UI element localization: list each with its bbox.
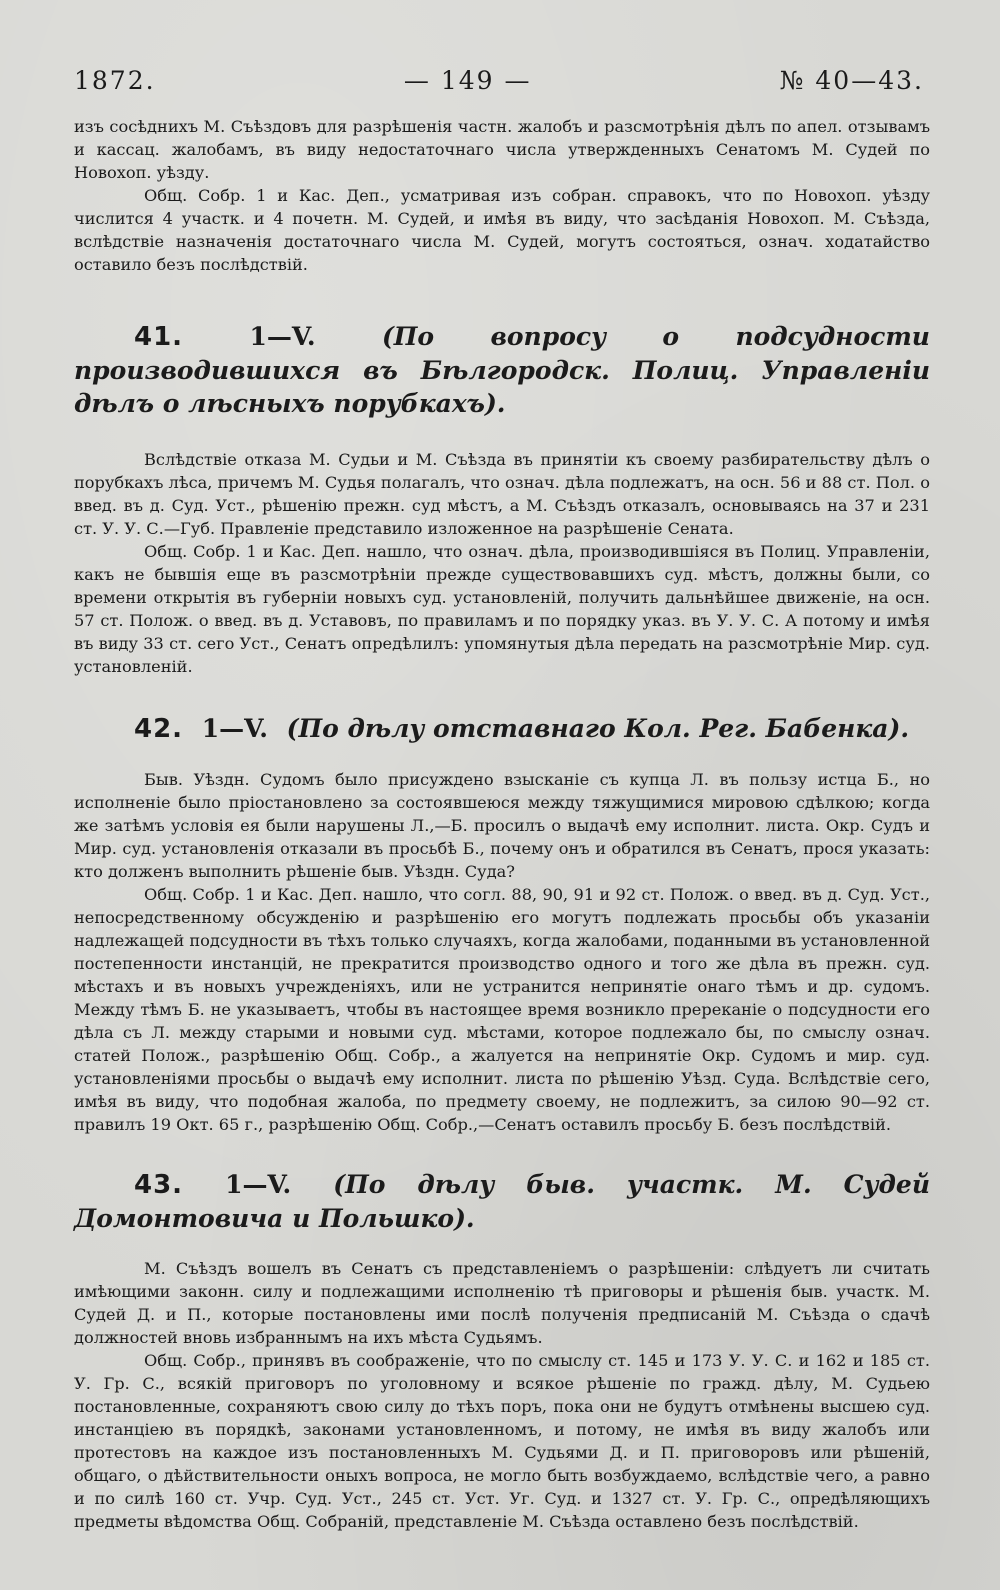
section-43-paragraph-2: Общ. Собр., принявъ въ соображеніе, что по смыслу ст. 145 и 173 У. У. С. и 162 и 185 ст. У. Гр. С., всякій приговоръ по уголовному и всякое рѣшеніе по гражд. дѣлу, М. Судьею постановленные, сохраняютъ свою силу до тѣхъ поръ, пока они не будутъ отмѣнены высшею суд. инстанціею въ порядкѣ, законами установленномъ, и потому, не имѣя въ виду жалобъ или протестовъ на каждое изъ постановленныхъ М. Судьями Д. и П. приговоровъ или рѣшеній, общаго, о дѣйствительности оныхъ вопроса, не могло быть возбуждаемо, вслѣдствіе чего, а равно и по силѣ 160 ст. Учр. Суд. Уст., 245 ст. Уст. Уг. Суд. и 1327 ст. У. Гр. С., опредѣляющихъ предметы вѣдомства Общ. Собраній, представленіе М. Съѣзда оставлено безъ послѣдствій. [74,1351,930,1531]
section-43-session: 1—V. [225,1170,292,1199]
section-42-paragraph-2: Общ. Собр. 1 и Кас. Деп. нашло, что согл. 88, 90, 91 и 92 ст. Полож. о введ. въ д. Суд. Уст., непосредственному обсужденію и разрѣшенію его могутъ подлежать просьбы объ указаніи надлежащей подсудности въ тѣхъ только случаяхъ, когда жалобами, поданными въ установленной постепенности инстанцій, не прекратится производство одного и того же дѣла въ прежн. суд. мѣстахъ и въ новыхъ учрежденіяхъ, или не устранится непринятіе онаго тѣмъ и др. судомъ. Между тѣмъ Б. не указываетъ, чтобы въ настоящее время возникло пререканіе о подсудности его дѣла съ Л. между старыми и новыми суд. мѣстами, которое подлежало бы, по смыслу означ. статей Полож., разрѣшенію Общ. Собр., а жалуется на непринятіе Окр. Судомъ и мир. суд. установленіями просьбы о выдачѣ ему исполнит. листа по рѣшенію Уѣзд. Суда. Вслѣдствіе сего, имѣя въ виду, что подобная жалоба, по предмету своему, не подлежитъ, за силою 90—92 ст. правилъ 19 Окт. 65 г., разрѣшенію Общ. Собр.,—Сенатъ оставилъ просьбу Б. безъ послѣдствій. [74,885,931,1134]
section-43-paragraph-1: М. Съѣздъ вошелъ въ Сенатъ съ представленіемъ о разрѣшеніи: слѣдуетъ ли считать имѣющими законн. силу и подлежащими исполненію тѣ приговоры и рѣшенія быв. участк. М. Судей Д. и П., которые постановлены ими послѣ полученія предписаній М. Съѣзда о сдачѣ должностей вновь избраннымъ на ихъ мѣста Судьямъ. [74,1259,930,1347]
section-43-number: 43. [134,1170,184,1200]
section-43-title: (По дѣлу быв. участк. М. Судей Домонтовича и Польшко). [74,1170,930,1233]
section-41-paragraph-1: Вслѣдствіе отказа М. Судьи и М. Съѣзда въ принятіи къ своему разбирательству дѣлъ о порубкахъ лѣса, причемъ М. Судья полагалъ, что означ. дѣла подлежатъ, на осн. 56 и 88 ст. Пол. о введ. въ д. Суд. Уст., рѣшенію прежн. суд мѣстъ, а М. Съѣздъ отказалъ, основываясь на 37 и 231 ст. У. У. С.—Губ. Правленіе представило изложенное на разрѣшеніе Сената. [74,450,930,538]
section-41-paragraph-2: Общ. Собр. 1 и Кас. Деп. нашло, что означ. дѣла, производившіяся въ Полиц. Управленіи, какъ не бывшія еще въ разсмотрѣніи прежде существовавшихъ суд. мѣстъ, должны были, со времени открытія въ губерніи новыхъ суд. установленій, получить дальнѣйшее движеніе, на осн. 57 ст. Полож. о введ. въ д. Уставовъ, по правиламъ и по порядку указ. въ У. У. С. А потому и имѣя въ виду 33 ст. сего Уст., Сенатъ опредѣлилъ: упомянутыя дѣла передать на разсмотрѣніе Мир. суд. установленій. [74,542,930,676]
section-42-heading [74,712,930,746]
intro-paragraph-1: изъ сосѣднихъ М. Съѣздовъ для разрѣшенія частн. жалобъ и разсмотрѣнія дѣлъ по апел. отзывамъ и кассац. жалобамъ, въ виду недостаточнаго числа утвержденныхъ Сенатомъ М. Судей по Новохоп. уѣзду. [74,117,930,182]
section-42-paragraph-1: Быв. Уѣздн. Судомъ было присуждено взысканіе съ купца Л. въ пользу истца Б., но исполненіе было пріостановлено за состоявшеюся между тяжущимися мировою сдѣлкою; когда же затѣмъ условія ея были нарушены Л.,—Б. просилъ о выдачѣ ему исполнит. листа. Окр. Судъ и Мир. суд. установленія отказали въ просьбѣ Б., почему онъ и обратился въ Сенатъ, прося указать: кто долженъ выполнить рѣшеніе быв. Уѣздн. Суда? [74,770,930,881]
intro-paragraph-2: Общ. Собр. 1 и Кас. Деп., усматривая изъ собран. справокъ, что по Новохоп. уѣзду числится 4 участк. и 4 почетн. М. Судей, и имѣя въ виду, что засѣданія Новохоп. М. Съѣзда, вслѣдствіе назначенія достаточнаго числа М. Судей, могутъ состояться, означ. ходатайство оставило безъ послѣдствій. [74,186,930,274]
section-43-heading [74,1168,930,1235]
section-41-number: 41. [134,322,184,352]
header-page-number: — 149 — [403,66,532,95]
section-42-number: 42. [134,714,184,744]
header-range: № 40—43. [779,66,924,95]
running-header [74,66,930,95]
section-41-heading [74,320,930,420]
header-year: 1872. [74,66,156,95]
section-41-session: 1—V. [249,322,316,351]
section-42-session: 1—V. [201,714,268,743]
section-41-title: (По вопросу о подсудности производившихся въ Бѣлгородск. Полиц. Управленіи дѣлъ о лѣсныхъ порубкахъ). [74,322,930,418]
section-42-title: (По дѣлу отставнаго Кол. Рег. Бабенка). [286,714,910,743]
